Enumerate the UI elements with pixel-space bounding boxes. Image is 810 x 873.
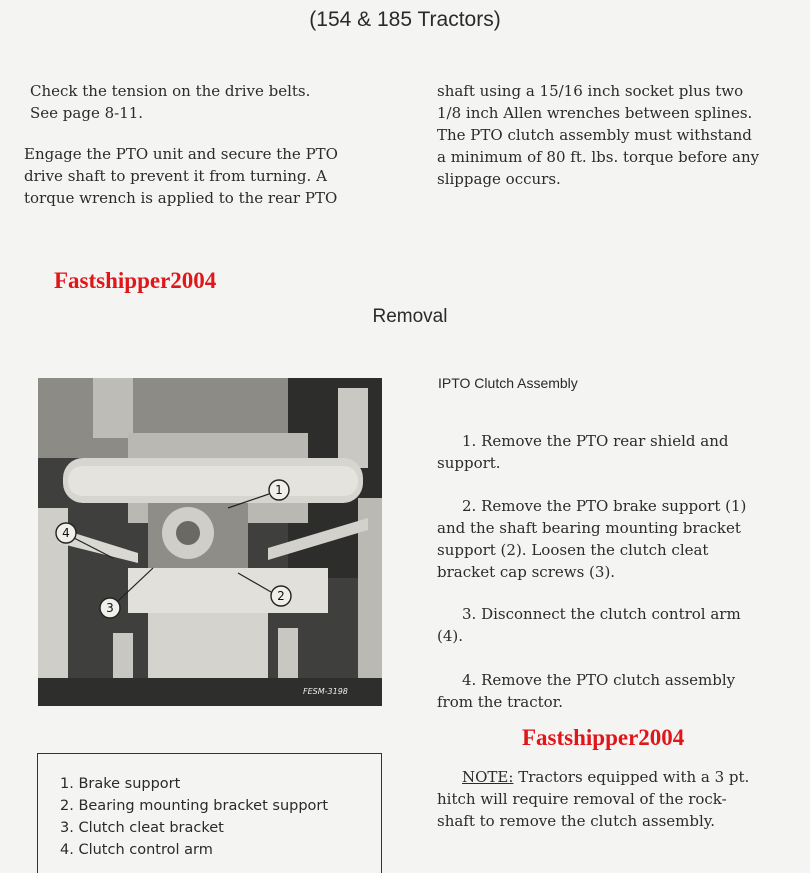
text-line: See page 8-11.	[30, 104, 144, 122]
section-subheading: IPTO Clutch Assembly	[438, 375, 578, 391]
text-line: Check the tension on the drive belts.	[30, 82, 311, 100]
note-label: NOTE:	[462, 768, 514, 786]
text-line: Engage the PTO unit and secure the PTO	[24, 145, 338, 163]
callout-3: 3	[106, 601, 114, 615]
intro-left-paragraph-2	[24, 143, 338, 209]
callout-4: 4	[62, 526, 70, 540]
text-line: shaft to remove the clutch assembly.	[437, 812, 716, 830]
figure-legend	[60, 773, 328, 861]
legend-item: 4. Clutch control arm	[60, 842, 213, 858]
text-line: bracket cap screws (3).	[437, 563, 616, 581]
text-line: support.	[437, 454, 501, 472]
text-line: 3. Disconnect the clutch control arm	[462, 605, 741, 623]
watermark-text: Fastshipper2004	[54, 268, 217, 293]
callout-1: 1	[275, 483, 283, 497]
text-line: drive shaft to prevent it from turning. A	[24, 167, 327, 185]
watermark-text: Fastshipper2004	[522, 725, 685, 750]
text-line: slippage occurs.	[437, 170, 561, 188]
text-line: hitch will require removal of the rock-	[437, 790, 727, 808]
clutch-assembly-photo	[38, 378, 382, 706]
section-heading: Removal	[372, 306, 448, 327]
step-3	[437, 603, 741, 647]
intro-right-paragraph	[437, 80, 759, 190]
page-title: (154 & 185 Tractors)	[309, 8, 501, 31]
text-line: a minimum of 80 ft. lbs. torque before any	[437, 148, 760, 166]
text-line: 1. Remove the PTO rear shield and	[462, 432, 729, 450]
text-line: shaft using a 15/16 inch socket plus two	[437, 82, 744, 100]
text-line: 2. Remove the PTO brake support (1)	[462, 497, 747, 515]
text-line: support (2). Loosen the clutch cleat	[437, 541, 709, 559]
step-2	[437, 495, 746, 583]
text-line: The PTO clutch assembly must withstand	[437, 126, 752, 144]
legend-item: 3. Clutch cleat bracket	[60, 820, 224, 836]
step-4	[437, 669, 735, 713]
text-line: from the tractor.	[437, 693, 563, 711]
note-text: Tractors equipped with a 3 pt.	[513, 768, 750, 786]
note-paragraph	[437, 766, 749, 832]
text-line: 4. Remove the PTO clutch assembly	[462, 671, 736, 689]
callout-2: 2	[277, 589, 285, 603]
intro-left-paragraph-1	[30, 80, 310, 124]
text-line: and the shaft bearing mounting bracket	[437, 519, 741, 537]
legend-item: 2. Bearing mounting bracket support	[60, 798, 329, 814]
text-line: torque wrench is applied to the rear PTO	[24, 189, 338, 207]
photo-illustration	[38, 378, 382, 706]
text-line: 1/8 inch Allen wrenches between splines.	[437, 104, 753, 122]
step-1	[437, 430, 728, 474]
figure-code: FESM-3198	[303, 687, 348, 696]
text-line	[437, 766, 749, 788]
text-line: (4).	[437, 627, 464, 645]
legend-item: 1. Brake support	[60, 776, 181, 792]
